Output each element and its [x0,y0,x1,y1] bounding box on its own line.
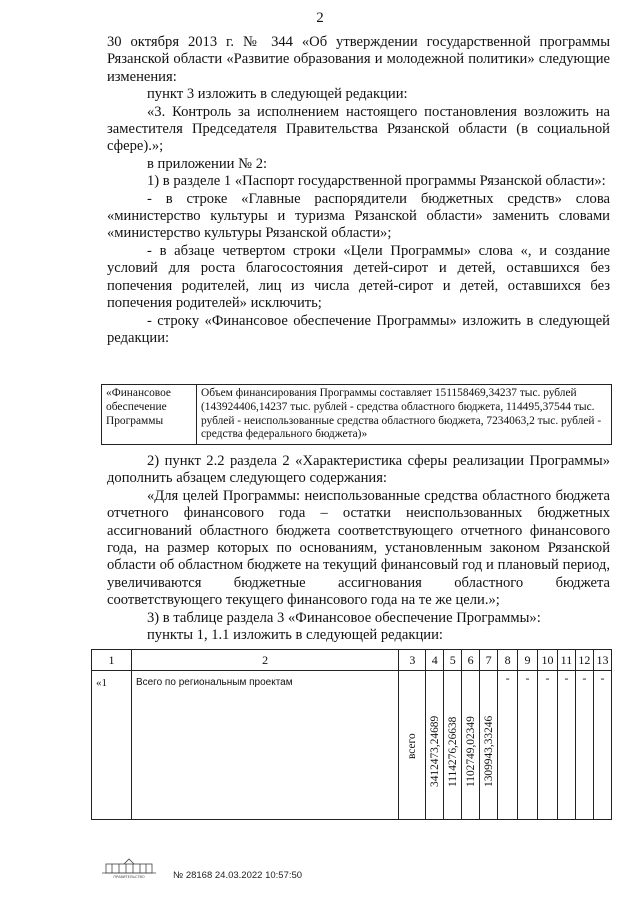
document-body [107,34,610,347]
finance-label: «Финансовое обеспечение Программы [102,385,197,445]
grid-header-cell: 5 [444,650,462,671]
row-col4: 3412473,24689 [428,715,441,787]
grid-header-cell: 10 [538,650,558,671]
row-name: Всего по региональным проектам [131,671,398,820]
grid-data-row [92,671,612,820]
grid-header-cell: 3 [399,650,426,671]
row-col11: - [557,671,575,820]
paragraph-definition: «Для целей Программы: неиспользованные средства областного бюджета отчетного финансового года – остатки неиспользованных бюджетных ассигнований областного бюджета соответствующего отчетного финансового года, на размер которых по основаниям, установленным законом Рязанской области об областном бюджете на текущий финансовый год и плановый период, увеличиваются бюджетные ассигнования областного бюджета соответствующего текущего финансового года на те же цели.»; [107,487,610,609]
logo-text: ПРАВИТЕЛЬСТВО [113,875,145,879]
page-number: 2 [316,10,324,26]
grid-header-cell: 4 [426,650,444,671]
finance-text: Объем финансирования Программы составляет 151158469,34237 тыс. рублей (143924406,14237 тыс. рублей - средства областного бюджета, 114495,37544 тыс. рублей - неиспользованные средства областного бюджета, 7234063,2 тыс. рублей - средства федерального бюджета)» [197,385,612,445]
grid-header-row [92,650,612,671]
paragraph-section-1: 1) в разделе 1 «Паспорт государственной программы Рязанской области»: [147,173,606,190]
building-logo-icon [100,857,158,879]
grid-header-cell: 6 [462,650,480,671]
row-number: «1 [92,671,132,820]
grid-header-cell: 12 [575,650,593,671]
row-col7-cell [480,671,498,820]
row-col5: 1114276,26638 [446,716,459,787]
document-body-2 [107,453,610,644]
row-col9: - [518,671,538,820]
row-col3: всего [406,733,419,759]
paragraph-row-distributors: - в строке «Главные распорядители бюджетных средств» слова «министерство культуры и туризма Рязанской области» заменить словами «министерство культуры Рязанской области»; [107,190,610,242]
row-col6-cell [462,671,480,820]
row-col13: - [593,671,611,820]
row-col12: - [575,671,593,820]
grid-header-cell: 7 [480,650,498,671]
paragraph-item-3: пункт 3 изложить в следующей редакции: [147,86,408,103]
paragraph-section-3: 3) в таблице раздела 3 «Финансовое обеспечение Программы»: [147,609,541,626]
grid-header-cell: 1 [92,650,132,671]
row-col6: 1102749,02349 [464,716,477,787]
document-registration: № 28168 24.03.2022 10:57:50 [173,870,303,881]
government-logo [100,857,158,879]
grid-header-cell: 13 [593,650,611,671]
finance-table [101,384,612,445]
grid-header-cell: 2 [131,650,398,671]
paragraph-appendix: в приложении № 2: [147,155,268,172]
paragraph-item-3-text: «3. Контроль за исполнением настоящего постановления возложить на заместителя Председателя Правительства Рязанской области (в социальной сфере).»; [107,103,610,155]
grid-header-cell: 9 [518,650,538,671]
row-col3-cell [399,671,426,820]
row-col7: 1309943,33246 [482,715,495,787]
paragraph-items: пункты 1, 1.1 изложить в следующей редакции: [147,627,443,644]
row-col8: - [498,671,518,820]
row-col10: - [538,671,558,820]
row-col4-cell [426,671,444,820]
finance-row [102,385,612,445]
grid-header-cell: 11 [557,650,575,671]
grid-header-cell: 8 [498,650,518,671]
paragraph-row-goals: - в абзаце четвертом строки «Цели Программы» слова «, и создание условий для роста благосостояния детей-сирот и детей, оставшихся без попечения родителей, лиц из числа детей-сирот и детей, оставшихся без попечения родителей» исключить; [107,242,610,312]
paragraph-section-2: 2) пункт 2.2 раздела 2 «Характеристика сферы реализации Программы» дополнить абзацем следующего содержания: [107,453,610,487]
finance-grid-table [91,649,612,820]
paragraph-intro: 30 октября 2013 г. № 344 «Об утверждении государственной программы Рязанской области «Развитие образования и молодежной политики» следующие изменения: [107,34,610,85]
row-col5-cell [444,671,462,820]
paragraph-row-finance: - строку «Финансовое обеспечение Программы» изложить в следующей редакции: [107,312,610,346]
